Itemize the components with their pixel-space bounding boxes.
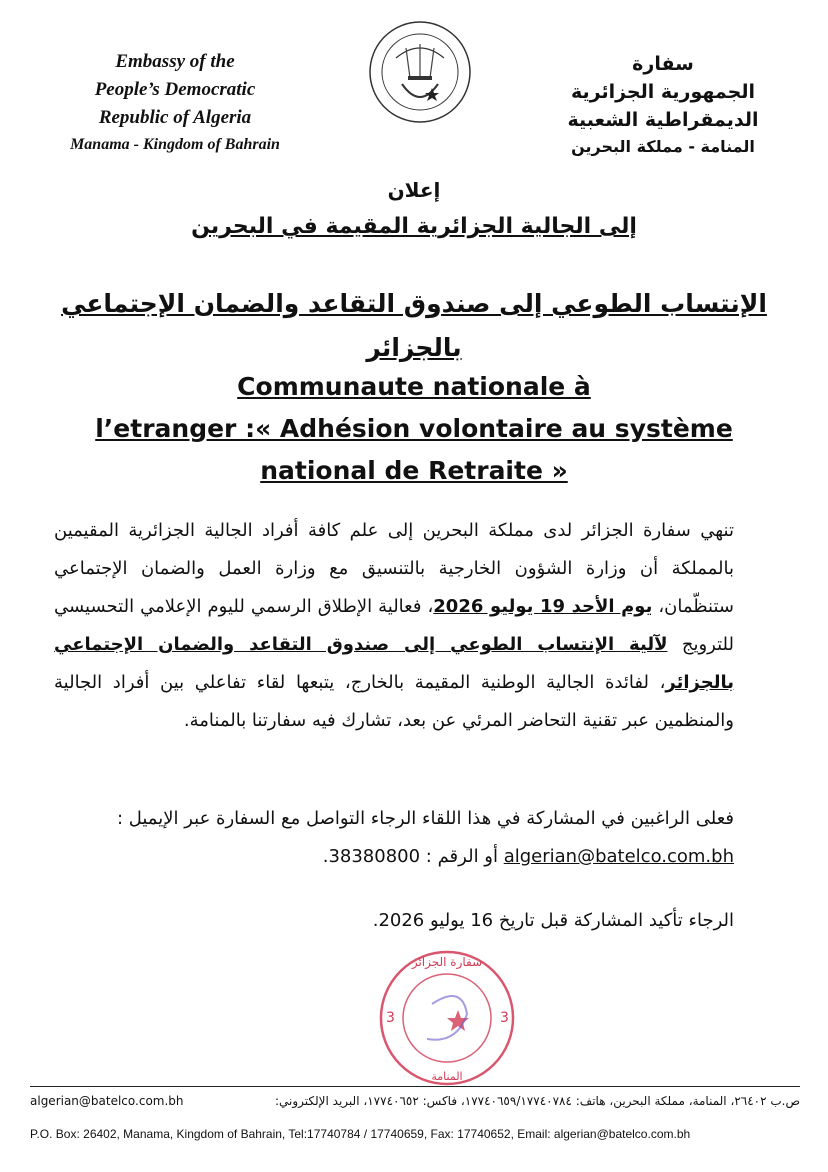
contact-email-link[interactable]: algerian@batelco.com.bh — [503, 846, 734, 867]
body-text: تنهي سفارة الجزائر لدى مملكة البحرين إلى علم كافة أفراد الجالية الجزائرية المقيمين بالمملكة أن وزارة الشؤون الخارجية بالتنسيق مع وزارة العمل والضمان الإجتماعي ستنظّمان، — [54, 520, 734, 617]
contact-number: 38380800. — [322, 846, 421, 867]
header-ar-line: الجمهورية الجزائرية — [570, 81, 756, 103]
header-en-line: Republic of Algeria — [98, 107, 252, 128]
event-date: يوم الأحد 19 يوليو 2026 — [433, 596, 653, 617]
svg-text:3: 3 — [500, 1010, 509, 1026]
announcement-body — [54, 512, 734, 740]
header-en-line: People’s Democratic — [94, 79, 256, 100]
footer-arabic-address: ص.ب ٢٦٤٠٢، المنامة، مملكة البحرين، هاتف: ١٧٧٤٠٦٥٩/١٧٧٤٠٧٨٤، فاكس: ١٧٧٤٠٦٥٢، البريد الإلكتروني: — [274, 1094, 800, 1108]
footer-english-address: P.O. Box: 26402, Manama, Kingdom of Bahrain, Tel:17740784 / 17740659, Fax: 17740652, Email: algerian@batelco.com.bh — [30, 1127, 691, 1141]
header-arabic — [538, 50, 788, 160]
header-english — [30, 48, 320, 158]
header-ar-line: سفارة — [632, 53, 694, 75]
subject-title-french-line3: national de Retraite » — [260, 456, 568, 485]
subject-title-arabic: الإنتساب الطوعي إلى صندوق التقاعد والضمان الإجتماعي بالجزائر — [61, 289, 767, 362]
embassy-stamp-icon — [362, 944, 532, 1094]
footer-email[interactable]: algerian@batelco.com.bh — [30, 1094, 184, 1108]
mechanism-name: لآلية الإنتساب الطوعي إلى صندوق التقاعد والضمان الإجتماعي بالجزائر — [54, 634, 734, 693]
deadline-text: الرجاء تأكيد المشاركة قبل تاريخ 16 يوليو 2026. — [372, 910, 734, 931]
header-en-line: Embassy of the — [115, 51, 235, 72]
footer-divider — [30, 1086, 800, 1087]
algeria-emblem-icon — [366, 18, 474, 126]
stamp-bottom-text: المنامة — [431, 1070, 463, 1083]
subject-title-french-line2: l’etranger :« Adhésion volontaire au système — [95, 414, 733, 443]
announcement-title: إعلان — [387, 178, 441, 202]
header-en-location: Manama - Kingdom of Bahrain — [70, 136, 280, 153]
contact-or-number: أو الرقم : — [420, 846, 504, 867]
audience-title: إلى الجالية الجزائرية المقيمة في البحرين — [191, 214, 637, 239]
body-text: ، فعالية الإطلاق الرسمي لليوم الإعلامي التحسيسي للترويج — [54, 596, 734, 655]
header-ar-location: المنامة - مملكة البحرين — [571, 137, 755, 156]
stamp-top-text: سفارة الجزائر — [411, 955, 483, 969]
subject-title-french-line1: Communaute nationale à — [237, 372, 591, 401]
body-text: ، لفائدة الجالية الوطنية المقيمة بالخارج، يتبعها لقاء تفاعلي بين أفراد الجالية والمنظمين عبر تقنية التحاضر المرئي عن بعد، تشارك فيه سفارتنا بالمنامة. — [54, 672, 734, 731]
svg-text:3: 3 — [386, 1010, 395, 1026]
header-ar-line: الديمقراطية الشعبية — [567, 109, 759, 131]
contact-details — [54, 838, 734, 876]
contact-paragraph — [54, 800, 734, 876]
contact-intro: فعلى الراغبين في المشاركة في هذا اللقاء الرجاء التواصل مع السفارة عبر الإيميل : — [116, 808, 734, 829]
